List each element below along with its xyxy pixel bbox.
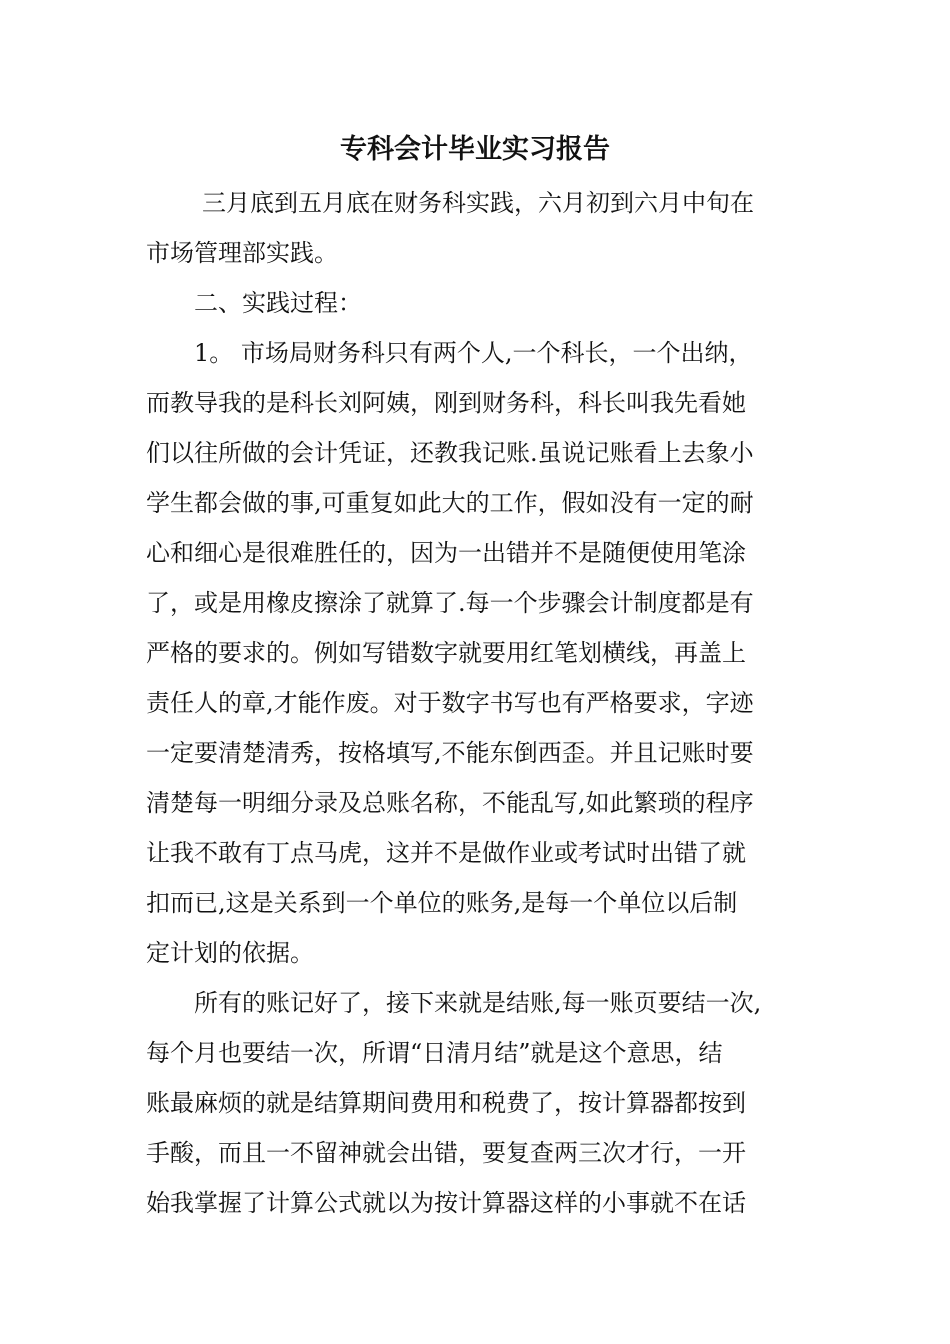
text-line: 所有的账记好了，接下来就是结账,每一账页要结一次, xyxy=(194,989,762,1017)
text-line: 严格的要求的。例如写错数字就要用红笔划横线，再盖上 xyxy=(146,639,746,667)
text-line: 手酸，而且一不留神就会出错，要复查两三次才行，一开 xyxy=(146,1139,746,1167)
text-line: 定计划的依据。 xyxy=(146,939,314,967)
text-line: 们以往所做的会计凭证，还教我记账.虽说记账看上去象小 xyxy=(146,439,754,467)
text-line: 1。 市场局财务科只有两个人,一个科长，一个出纳， xyxy=(194,339,753,367)
text-line: 市场管理部实践。 xyxy=(146,239,338,267)
text-line: 心和细心是很难胜任的，因为一出错并不是随便使用笔涂 xyxy=(146,539,746,567)
text-line: 清楚每一明细分录及总账名称，不能乱写,如此繁琐的程序 xyxy=(146,789,754,817)
text-line: 责任人的章,才能作废。对于数字书写也有严格要求，字迹 xyxy=(146,689,754,717)
document-title: 专科会计毕业实习报告 xyxy=(340,134,610,165)
text-line: 三月底到五月底在财务科实践，六月初到六月中旬在 xyxy=(202,189,754,217)
document-body xyxy=(146,178,806,1228)
text-line: 学生都会做的事,可重复如此大的工作，假如没有一定的耐 xyxy=(146,489,754,517)
text-line: 了，或是用橡皮擦涂了就算了.每一个步骤会计制度都是有 xyxy=(146,589,754,617)
section-heading: 二、实践过程： xyxy=(194,289,362,317)
text-line: 账最麻烦的就是结算期间费用和税费了，按计算器都按到 xyxy=(146,1089,746,1117)
text-line: 一定要清楚清秀，按格填写,不能东倒西歪。并且记账时要 xyxy=(146,739,754,767)
text-line: 扣而已,这是关系到一个单位的账务,是每一个单位以后制 xyxy=(146,889,738,917)
text-line: 始我掌握了计算公式就以为按计算器这样的小事就不在话 xyxy=(146,1189,746,1217)
text-line: 而教导我的是科长刘阿姨，刚到财务科，科长叫我先看她 xyxy=(146,389,746,417)
text-line: 每个月也要结一次，所谓“日清月结”就是这个意思，结 xyxy=(146,1039,723,1067)
text-line: 让我不敢有丁点马虎，这并不是做作业或考试时出错了就 xyxy=(146,839,746,867)
